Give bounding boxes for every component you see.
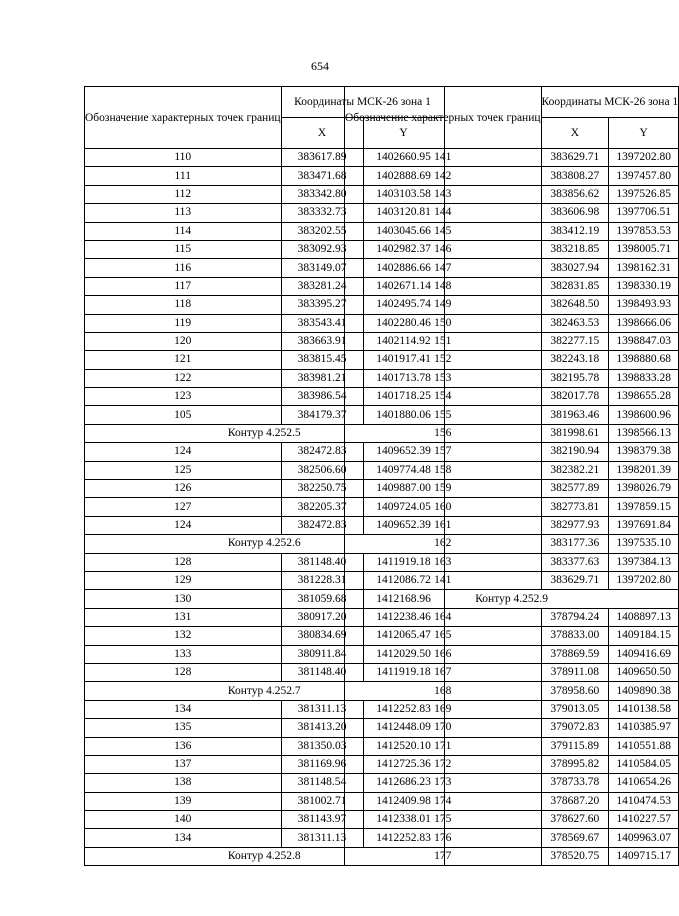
y-coordinate-cell: 1398330.19: [609, 277, 679, 295]
table-row: [345, 406, 679, 424]
x-coordinate-cell: 382977.93: [541, 516, 609, 534]
table-row: [345, 792, 679, 810]
x-coordinate-cell: 378687.20: [541, 792, 609, 810]
table-row: [345, 663, 679, 681]
x-coordinate-cell: 383412.19: [541, 222, 609, 240]
y-coordinate-cell: 1397384.13: [609, 553, 679, 571]
x-coordinate-cell: 383543.41: [281, 314, 363, 332]
x-coordinate-cell: 382506.60: [281, 461, 363, 479]
y-coordinate-cell: 1401713.78: [363, 369, 444, 387]
point-number-cell: 168: [345, 682, 542, 700]
x-coordinate-cell: 383606.98: [541, 204, 609, 222]
y-coordinate-cell: 1397457.80: [609, 167, 679, 185]
x-coordinate-cell: 383808.27: [541, 167, 609, 185]
point-number-cell: 152: [345, 351, 542, 369]
page-number: 654: [311, 59, 329, 73]
x-coordinate-cell: 380834.69: [281, 627, 363, 645]
point-number-cell: 124: [85, 443, 282, 461]
point-number-cell: 127: [85, 498, 282, 516]
y-coordinate-cell: 1411919.18: [363, 663, 444, 681]
y-coordinate-cell: 1401718.25: [363, 388, 444, 406]
point-number-cell: 154: [345, 388, 542, 406]
contour-label: Контур 4.252.8: [85, 847, 445, 865]
coordinate-system-header: Координаты МСК-26 зона 1: [281, 87, 444, 118]
point-number-cell: 171: [345, 737, 542, 755]
y-coordinate-cell: 1402660.95: [363, 149, 444, 167]
y-coordinate-cell: 1398566.13: [609, 424, 679, 442]
point-number-cell: 161: [345, 516, 542, 534]
table-row: [345, 535, 679, 553]
x-coordinate-cell: 381148.40: [281, 553, 363, 571]
y-coordinate-cell: 1410474.53: [609, 792, 679, 810]
x-coordinate-cell: 383177.36: [541, 535, 609, 553]
table-row: [345, 149, 679, 167]
point-number-cell: 116: [85, 259, 282, 277]
table-row: [345, 645, 679, 663]
x-coordinate-cell: 381148.40: [281, 663, 363, 681]
point-number-cell: 115: [85, 240, 282, 258]
x-coordinate-cell: 382017.78: [541, 388, 609, 406]
point-number-cell: 153: [345, 369, 542, 387]
y-coordinate-cell: 1397202.80: [609, 571, 679, 589]
point-number-cell: 149: [345, 296, 542, 314]
table-row: [345, 204, 679, 222]
x-coordinate-cell: 381143.97: [281, 811, 363, 829]
point-number-cell: 121: [85, 351, 282, 369]
y-coordinate-cell: 1412409.98: [363, 792, 444, 810]
y-coordinate-cell: 1398201.39: [609, 461, 679, 479]
table-row: [345, 185, 679, 203]
x-coordinate-cell: 383027.94: [541, 259, 609, 277]
table-row: [345, 755, 679, 773]
y-coordinate-cell: 1402114.92: [363, 332, 444, 350]
x-coordinate-cell: 383202.55: [281, 222, 363, 240]
point-number-cell: 146: [345, 240, 542, 258]
y-coordinate-cell: 1412029.50: [363, 645, 444, 663]
table-row: [345, 461, 679, 479]
y-coordinate-cell: 1403103.58: [363, 185, 444, 203]
x-coordinate-cell: 382463.53: [541, 314, 609, 332]
point-number-cell: 133: [85, 645, 282, 663]
x-coordinate-cell: 382831.85: [541, 277, 609, 295]
point-number-cell: 117: [85, 277, 282, 295]
x-coordinate-cell: 383092.93: [281, 240, 363, 258]
y-coordinate-cell: 1402671.14: [363, 277, 444, 295]
y-coordinate-cell: 1408897.13: [609, 608, 679, 626]
point-number-cell: 134: [85, 700, 282, 718]
y-coordinate-cell: 1409416.69: [609, 645, 679, 663]
contour-row: [345, 590, 679, 608]
point-number-cell: 132: [85, 627, 282, 645]
x-coordinate-cell: 378958.60: [541, 682, 609, 700]
y-coordinate-cell: 1401880.06: [363, 406, 444, 424]
y-coordinate-cell: 1397526.85: [609, 185, 679, 203]
x-coordinate-cell: 383395.27: [281, 296, 363, 314]
x-coordinate-cell: 378733.78: [541, 774, 609, 792]
point-number-cell: 113: [85, 204, 282, 222]
x-coordinate-cell: 383663.91: [281, 332, 363, 350]
point-number-cell: 142: [345, 167, 542, 185]
table-row: [345, 351, 679, 369]
table-row: [345, 296, 679, 314]
point-number-cell: 112: [85, 185, 282, 203]
y-coordinate-cell: 1403045.66: [363, 222, 444, 240]
y-coordinate-cell: 1398600.96: [609, 406, 679, 424]
point-number-cell: 122: [85, 369, 282, 387]
contour-label: Контур 4.252.5: [85, 424, 445, 442]
point-number-cell: 144: [345, 204, 542, 222]
point-number-cell: 128: [85, 663, 282, 681]
x-coordinate-cell: 383218.85: [541, 240, 609, 258]
y-coordinate-cell: 1402888.69: [363, 167, 444, 185]
point-number-cell: 119: [85, 314, 282, 332]
table-row: [345, 388, 679, 406]
point-number-cell: 111: [85, 167, 282, 185]
point-number-cell: 160: [345, 498, 542, 516]
point-number-cell: 141: [345, 149, 542, 167]
point-number-cell: 145: [345, 222, 542, 240]
y-coordinate-cell: 1412686.23: [363, 774, 444, 792]
table-body-right: [345, 149, 679, 866]
table-row: [345, 774, 679, 792]
y-coordinate-cell: 1411919.18: [363, 553, 444, 571]
y-coordinate-cell: 1412252.83: [363, 829, 444, 847]
point-number-cell: 143: [345, 185, 542, 203]
y-coordinate-cell: 1409963.07: [609, 829, 679, 847]
x-coordinate-cell: 380911.84: [281, 645, 363, 663]
table-row: [345, 627, 679, 645]
point-number-cell: 128: [85, 553, 282, 571]
y-coordinate-cell: 1398833.28: [609, 369, 679, 387]
x-coordinate-cell: 379115.89: [541, 737, 609, 755]
y-coordinate-cell: 1398026.79: [609, 480, 679, 498]
x-coordinate-cell: 378627.60: [541, 811, 609, 829]
y-coordinate-cell: 1412086.72: [363, 571, 444, 589]
x-coordinate-cell: 383815.45: [281, 351, 363, 369]
y-coordinate-cell: 1402886.66: [363, 259, 444, 277]
table-row: [345, 424, 679, 442]
point-number-cell: 163: [345, 553, 542, 571]
x-coordinate-cell: 383986.54: [281, 388, 363, 406]
x-coordinate-cell: 382243.18: [541, 351, 609, 369]
x-coordinate-cell: 382472.83: [281, 516, 363, 534]
table-row: [345, 608, 679, 626]
point-number-cell: 131: [85, 608, 282, 626]
y-coordinate-cell: 1412448.09: [363, 719, 444, 737]
table-row: [345, 553, 679, 571]
x-coordinate-cell: 382205.37: [281, 498, 363, 516]
x-coordinate-cell: 378869.59: [541, 645, 609, 663]
point-number-cell: 169: [345, 700, 542, 718]
y-coordinate-cell: 1409724.05: [363, 498, 444, 516]
x-coordinate-cell: 381998.61: [541, 424, 609, 442]
y-coordinate-cell: 1397202.80: [609, 149, 679, 167]
x-coordinate-cell: 379072.83: [541, 719, 609, 737]
point-designation-header: Обозначение характерных точек границ: [85, 87, 282, 149]
x-coordinate-cell: 382250.75: [281, 480, 363, 498]
point-number-cell: 164: [345, 608, 542, 626]
point-number-cell: 177: [345, 847, 542, 865]
table-row: [345, 847, 679, 865]
y-coordinate-cell: 1397853.53: [609, 222, 679, 240]
table-row: [345, 277, 679, 295]
point-number-cell: 120: [85, 332, 282, 350]
point-number-cell: 159: [345, 480, 542, 498]
point-number-cell: 173: [345, 774, 542, 792]
y-coordinate-cell: 1409887.00: [363, 480, 444, 498]
point-number-cell: 148: [345, 277, 542, 295]
y-coordinate-cell: 1398162.31: [609, 259, 679, 277]
y-coordinate-cell: 1409774.48: [363, 461, 444, 479]
point-number-cell: 105: [85, 406, 282, 424]
y-coordinate-cell: 1412338.01: [363, 811, 444, 829]
x-coordinate-cell: 383981.21: [281, 369, 363, 387]
x-coordinate-cell: 378911.08: [541, 663, 609, 681]
x-coordinate-cell: 380917.20: [281, 608, 363, 626]
point-number-cell: 129: [85, 571, 282, 589]
point-number-cell: 157: [345, 443, 542, 461]
table-row: [345, 480, 679, 498]
x-coordinate-cell: 382277.15: [541, 332, 609, 350]
point-number-cell: 176: [345, 829, 542, 847]
x-coordinate-cell: 381311.13: [281, 829, 363, 847]
y-coordinate-cell: 1403120.81: [363, 204, 444, 222]
point-number-cell: 162: [345, 535, 542, 553]
y-coordinate-cell: 1409650.50: [609, 663, 679, 681]
y-coordinate-cell: 1409652.39: [363, 516, 444, 534]
point-number-cell: 134: [85, 829, 282, 847]
x-coordinate-cell: 378569.67: [541, 829, 609, 847]
y-coordinate-cell: 1397859.15: [609, 498, 679, 516]
point-number-cell: 139: [85, 792, 282, 810]
y-coordinate-cell: 1398005.71: [609, 240, 679, 258]
table-row: [345, 498, 679, 516]
y-coordinate-cell: 1398655.28: [609, 388, 679, 406]
table-row: [345, 222, 679, 240]
x-column-header: X: [541, 118, 609, 149]
table-row: [345, 314, 679, 332]
y-coordinate-cell: 1412725.36: [363, 755, 444, 773]
point-number-cell: 175: [345, 811, 542, 829]
point-designation-header: Обозначение характерных точек границ: [345, 87, 542, 149]
point-number-cell: 158: [345, 461, 542, 479]
y-coordinate-cell: 1397691.84: [609, 516, 679, 534]
y-coordinate-cell: 1412238.46: [363, 608, 444, 626]
y-column-header: Y: [363, 118, 444, 149]
y-coordinate-cell: 1410138.58: [609, 700, 679, 718]
contour-label: Контур 4.252.6: [85, 535, 445, 553]
y-coordinate-cell: 1398666.06: [609, 314, 679, 332]
y-coordinate-cell: 1398493.93: [609, 296, 679, 314]
point-number-cell: 174: [345, 792, 542, 810]
x-coordinate-cell: 381311.13: [281, 700, 363, 718]
point-number-cell: 123: [85, 388, 282, 406]
y-coordinate-cell: 1410654.26: [609, 774, 679, 792]
point-number-cell: 156: [345, 424, 542, 442]
x-coordinate-cell: 378794.24: [541, 608, 609, 626]
x-coordinate-cell: 381169.96: [281, 755, 363, 773]
x-coordinate-cell: 382472.83: [281, 443, 363, 461]
point-number-cell: 110: [85, 149, 282, 167]
point-number-cell: 140: [85, 811, 282, 829]
table-row: [345, 829, 679, 847]
y-column-header: Y: [609, 118, 679, 149]
x-coordinate-cell: 382195.78: [541, 369, 609, 387]
y-coordinate-cell: 1398379.38: [609, 443, 679, 461]
x-coordinate-cell: 383629.71: [541, 149, 609, 167]
y-coordinate-cell: 1397535.10: [609, 535, 679, 553]
point-number-cell: 170: [345, 719, 542, 737]
point-number-cell: 167: [345, 663, 542, 681]
y-coordinate-cell: 1402982.37: [363, 240, 444, 258]
x-coordinate-cell: 383856.62: [541, 185, 609, 203]
x-coordinate-cell: 382648.50: [541, 296, 609, 314]
point-number-cell: 125: [85, 461, 282, 479]
y-coordinate-cell: 1412168.96: [363, 590, 444, 608]
y-coordinate-cell: 1401917.41: [363, 351, 444, 369]
point-number-cell: 136: [85, 737, 282, 755]
table-row: [345, 719, 679, 737]
point-number-cell: 141: [345, 571, 542, 589]
table-row: [345, 737, 679, 755]
x-coordinate-cell: 379013.05: [541, 700, 609, 718]
point-number-cell: 126: [85, 480, 282, 498]
y-coordinate-cell: 1409715.17: [609, 847, 679, 865]
x-coordinate-cell: 383471.68: [281, 167, 363, 185]
y-coordinate-cell: 1410551.88: [609, 737, 679, 755]
x-coordinate-cell: 383629.71: [541, 571, 609, 589]
coordinates-table-right: [344, 86, 679, 866]
point-number-cell: 118: [85, 296, 282, 314]
point-number-cell: 155: [345, 406, 542, 424]
table-row: [345, 571, 679, 589]
x-coordinate-cell: 381413.20: [281, 719, 363, 737]
x-coordinate-cell: 378995.82: [541, 755, 609, 773]
y-coordinate-cell: 1412252.83: [363, 700, 444, 718]
x-coordinate-cell: 384179.37: [281, 406, 363, 424]
x-coordinate-cell: 381059.68: [281, 590, 363, 608]
point-number-cell: 114: [85, 222, 282, 240]
point-number-cell: 151: [345, 332, 542, 350]
x-coordinate-cell: 383281.24: [281, 277, 363, 295]
y-coordinate-cell: 1410227.57: [609, 811, 679, 829]
table-row: [345, 443, 679, 461]
y-coordinate-cell: 1410584.05: [609, 755, 679, 773]
table-row: [345, 167, 679, 185]
contour-label: Контур 4.252.9: [345, 590, 679, 608]
y-coordinate-cell: 1410385.97: [609, 719, 679, 737]
x-coordinate-cell: 383342.80: [281, 185, 363, 203]
x-coordinate-cell: 382190.94: [541, 443, 609, 461]
y-coordinate-cell: 1402280.46: [363, 314, 444, 332]
y-coordinate-cell: 1402495.74: [363, 296, 444, 314]
y-coordinate-cell: 1397706.51: [609, 204, 679, 222]
x-coordinate-cell: 382773.81: [541, 498, 609, 516]
table-row: [345, 240, 679, 258]
point-number-cell: 130: [85, 590, 282, 608]
point-number-cell: 165: [345, 627, 542, 645]
x-coordinate-cell: 381350.03: [281, 737, 363, 755]
x-column-header: X: [281, 118, 363, 149]
table-row: [345, 700, 679, 718]
table-row: [345, 516, 679, 534]
point-number-cell: 135: [85, 719, 282, 737]
point-number-cell: 137: [85, 755, 282, 773]
y-coordinate-cell: 1409890.38: [609, 682, 679, 700]
x-coordinate-cell: 378833.00: [541, 627, 609, 645]
point-number-cell: 172: [345, 755, 542, 773]
coordinate-system-header: Координаты МСК-26 зона 1: [541, 87, 679, 118]
x-coordinate-cell: 381963.46: [541, 406, 609, 424]
y-coordinate-cell: 1398847.03: [609, 332, 679, 350]
x-coordinate-cell: 381228.31: [281, 571, 363, 589]
x-coordinate-cell: 382382.21: [541, 461, 609, 479]
y-coordinate-cell: 1412065.47: [363, 627, 444, 645]
x-coordinate-cell: 383149.07: [281, 259, 363, 277]
x-coordinate-cell: 383332.73: [281, 204, 363, 222]
y-coordinate-cell: 1398880.68: [609, 351, 679, 369]
table-row: [345, 259, 679, 277]
table-row: [345, 811, 679, 829]
table-row: [345, 332, 679, 350]
x-coordinate-cell: 378520.75: [541, 847, 609, 865]
point-number-cell: 124: [85, 516, 282, 534]
point-number-cell: 138: [85, 774, 282, 792]
x-coordinate-cell: 383617.89: [281, 149, 363, 167]
x-coordinate-cell: 381148.54: [281, 774, 363, 792]
y-coordinate-cell: 1409184.15: [609, 627, 679, 645]
point-number-cell: 147: [345, 259, 542, 277]
y-coordinate-cell: 1412520.10: [363, 737, 444, 755]
y-coordinate-cell: 1409652.39: [363, 443, 444, 461]
x-coordinate-cell: 383377.63: [541, 553, 609, 571]
table-row: [345, 682, 679, 700]
x-coordinate-cell: 382577.89: [541, 480, 609, 498]
point-number-cell: 166: [345, 645, 542, 663]
table-row: [345, 369, 679, 387]
point-number-cell: 150: [345, 314, 542, 332]
contour-label: Контур 4.252.7: [85, 682, 445, 700]
x-coordinate-cell: 381002.71: [281, 792, 363, 810]
